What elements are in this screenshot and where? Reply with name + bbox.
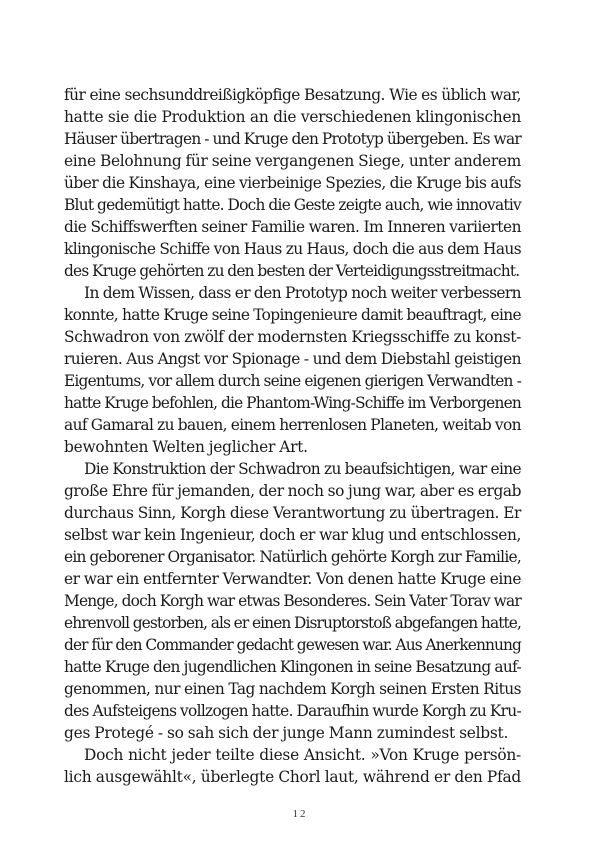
text-line: ges Protegé - so sah sich der junge Mann zumindest selbst. bbox=[64, 724, 509, 742]
text-line: hatte sie die Produktion an die verschiedenen klingonischen bbox=[64, 108, 521, 126]
text-line: hatte Kruge befohlen, die Phantom-Wing-Schiffe im Verborgenen bbox=[64, 394, 521, 412]
paragraph bbox=[64, 744, 521, 788]
text-line: für eine sechsunddreißigköpfige Besatzung. Wie es üblich war, bbox=[64, 86, 521, 104]
text-line: er war ein entfernter Verwandter. Von denen hatte Kruge eine bbox=[64, 570, 521, 588]
text-line: auf Gamaral zu bauen, einem herrenlosen Planeten, weitab von bbox=[64, 416, 521, 434]
text-line: selbst war kein Ingenieur, doch er war klug und entschlossen, bbox=[64, 526, 521, 544]
text-line: eine Belohnung für seine vergangenen Siege, unter anderem bbox=[64, 152, 521, 170]
text-line: des Kruge gehörten zu den besten der Verteidigungsstreitmacht. bbox=[64, 262, 520, 280]
text-line: lich ausgewählt«, überlegte Chorl laut, während er den Pfad bbox=[64, 768, 521, 786]
text-line: bewohnten Welten jeglicher Art. bbox=[64, 438, 308, 456]
text-line: Blut gedemütigt hatte. Doch die Geste zeigte auch, wie innovativ bbox=[64, 196, 521, 214]
text-line: durchaus Sinn, Korgh diese Verantwortung zu übertragen. Er bbox=[64, 504, 521, 522]
text-line: über die Kinshaya, eine vierbeinige Spezies, die Kruge bis aufs bbox=[64, 174, 521, 192]
text-line: des Aufsteigens vollzogen hatte. Daraufhin wurde Korgh zu Kru- bbox=[64, 702, 521, 720]
text-line: Doch nicht jeder teilte diese Ansicht. »Von Kruge persön- bbox=[84, 746, 521, 764]
paragraph bbox=[64, 458, 521, 744]
text-line: hatte Kruge den jugendlichen Klingonen in seine Besatzung auf- bbox=[64, 658, 521, 676]
text-line: ehrenvoll gestorben, als er einen Disruptorstoß abgefangen hatte, bbox=[64, 614, 521, 632]
paragraph bbox=[64, 84, 521, 282]
text-line: die Schiffswerften seiner Familie waren. Im Inneren variierten bbox=[64, 218, 521, 236]
text-line: Eigentums, vor allem durch seine eigenen gierigen Verwandten - bbox=[64, 372, 521, 390]
text-line: große Ehre für jemanden, der noch so jung war, aber es ergab bbox=[64, 482, 521, 500]
text-line: genommen, nur einen Tag nachdem Korgh seinen Ersten Ritus bbox=[64, 680, 521, 698]
text-line: Schwadron von zwölf der modernsten Kriegsschiffe zu konst- bbox=[64, 328, 521, 346]
text-line: Die Konstruktion der Schwadron zu beaufsichtigen, war eine bbox=[84, 460, 521, 478]
page-number: 12 bbox=[292, 808, 308, 820]
text-line: Häuser übertragen - und Kruge den Prototyp übergeben. Es war bbox=[64, 130, 521, 148]
body-text bbox=[64, 84, 521, 788]
text-line: klingonische Schiffe von Haus zu Haus, doch die aus dem Haus bbox=[64, 240, 521, 258]
text-line: ein geborener Organisator. Natürlich gehörte Korgh zur Familie, bbox=[64, 548, 521, 566]
text-line: Menge, doch Korgh war etwas Besonderes. Sein Vater Torav war bbox=[64, 592, 521, 610]
paragraph bbox=[64, 282, 521, 458]
text-line: ruieren. Aus Angst vor Spionage - und dem Diebstahl geistigen bbox=[64, 350, 521, 368]
text-line: In dem Wissen, dass er den Prototyp noch weiter verbessern bbox=[84, 284, 521, 302]
text-line: der für den Commander gedacht gewesen war. Aus Anerkennung bbox=[64, 636, 521, 654]
text-line: konnte, hatte Kruge seine Topingenieure damit beauftragt, eine bbox=[64, 306, 521, 324]
